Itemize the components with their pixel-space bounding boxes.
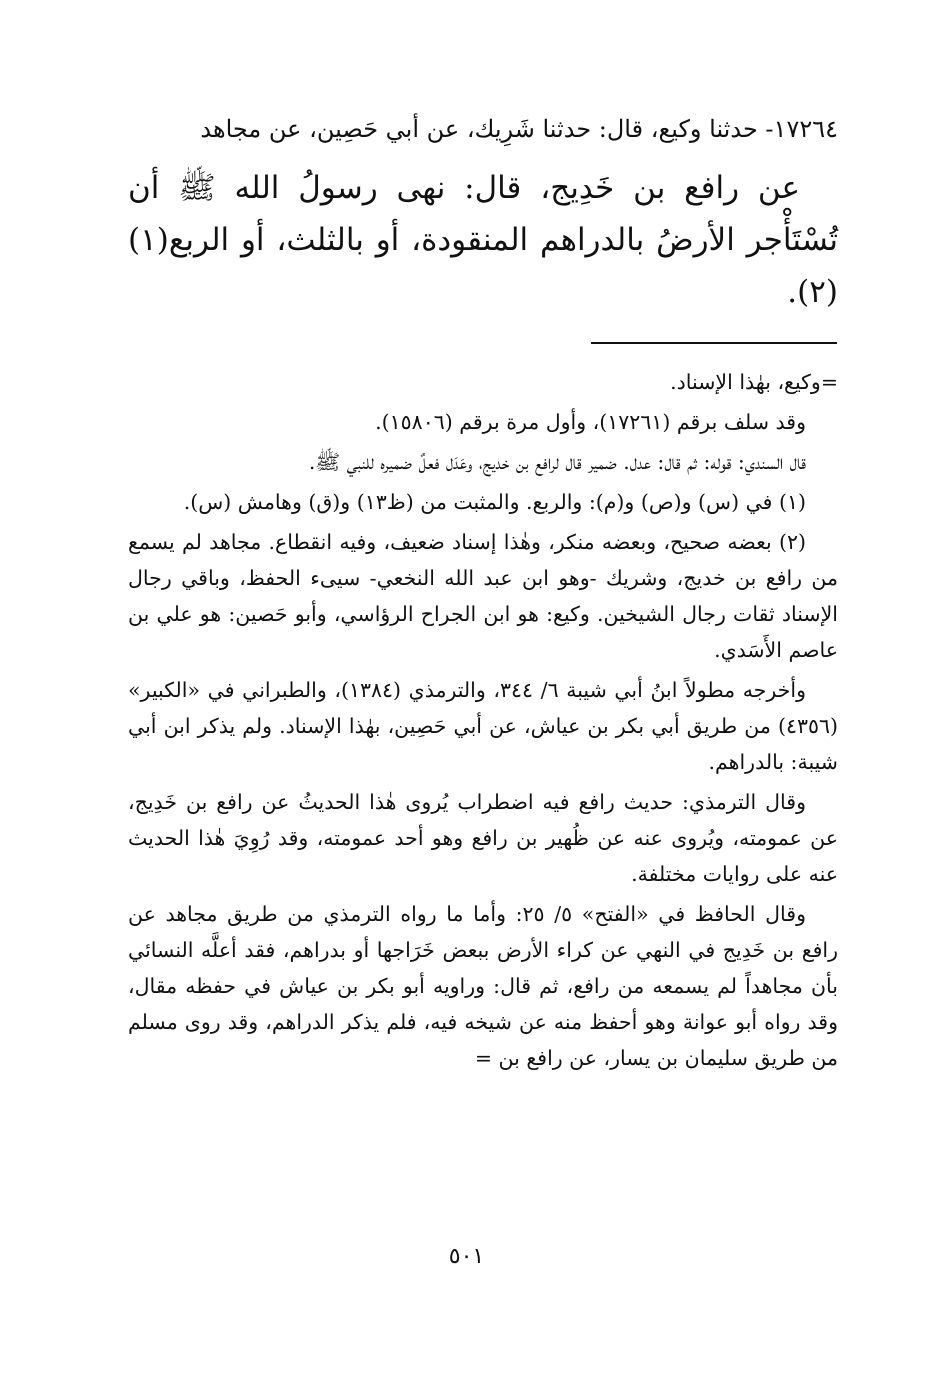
- footnotes-section: [128, 364, 838, 1080]
- footnote-paragraph: وقد سلف برقم (١٧٢٦١)، وأول مرة برقم (١٥٨٠٦).: [375, 410, 806, 434]
- footnote-continuation: =وكيع، بهٰذا الإسناد.: [670, 370, 838, 394]
- footnote-paragraph: وقال الترمذي: حديث رافع فيه اضطراب يُروى هٰذا الحديثُ عن رافع بن خَدِيج، عن عمومته، ويُروى عنه عن ظُهير بن رافع وهو أحد عمومته، وقد رُوِيَ هٰذا الحديث عنه على روايات مختلفة.: [128, 790, 838, 886]
- hadith-matn: عن رافع بن خَدِيج، قال: نهى رسولُ الله ﷺ أن تُسْتَأْجر الأرضُ بالدراهم المنقودة، أو بالثلث، أو الربع(١)(٢).: [128, 170, 838, 310]
- footnote-divider: [591, 342, 837, 344]
- hadith-isnad: ١٧٢٦٤- حدثنا وكيع، قال: حدثنا شَرِيك، عن أبي حَصِين، عن مجاهد: [200, 115, 838, 143]
- footnote-2: (٢) بعضه صحيح، وبعضه منكر، وهٰذا إسناد ضعيف، وفيه انقطاع. مجاهد لم يسمع من رافع بن خديج، وشريك -وهو ابن عبد الله النخعي- سيىء الحفظ، وباقي رجال الإسناد ثقات رجال الشيخين. وكيع: هو ابن الجراح الرؤاسي، وأبو حَصين: هو علي بن عاصم الأَسَدي.: [128, 530, 838, 662]
- footnote-1: (١) في (س) و(ص) و(م): والربع. والمثبت من (ظ١٣) و(ق) وهامش (س).: [183, 490, 806, 514]
- footnote-paragraph: وقال الحافظ في «الفتح» ٥/ ٢٥: وأما ما رواه الترمذي من طريق مجاهد عن رافع بن خَدِيج في النهي عن كراء الأرض ببعض خَرَاجها أو بدراهم، فقد أعلَّه النسائي بأن مجاهداً لم يسمعه من رافع، ثم قال: وراويه أبو بكر بن عياش في حفظه مقال، وقد رواه أبو عوانة وهو أحفظ منه عن شيخه فيه، فلم يذكر الدراهم، وقد روى مسلم من طريق سليمان بن يسار، عن رافع بن =: [128, 902, 838, 1070]
- footnote-paragraph: قال السندي: قوله: ثم قال: عدل. ضمير قال لرافع بن خديج، وعَدَل فعلٌ ضميره للنبي ﷺ.: [308, 450, 806, 474]
- page-number: ٥٠١: [448, 1244, 485, 1269]
- hadith-block: [128, 108, 838, 318]
- footnote-paragraph: وأخرجه مطولاً ابنُ أبي شيبة ٦/ ٣٤٤، والترمذي (١٣٨٤)، والطبراني في «الكبير» (٤٣٥٦) من طريق أبي بكر بن عياش، عن أبي حَصِين، بهٰذا الإسناد. ولم يذكر ابن أبي شيبة: بالدراهم.: [128, 678, 838, 774]
